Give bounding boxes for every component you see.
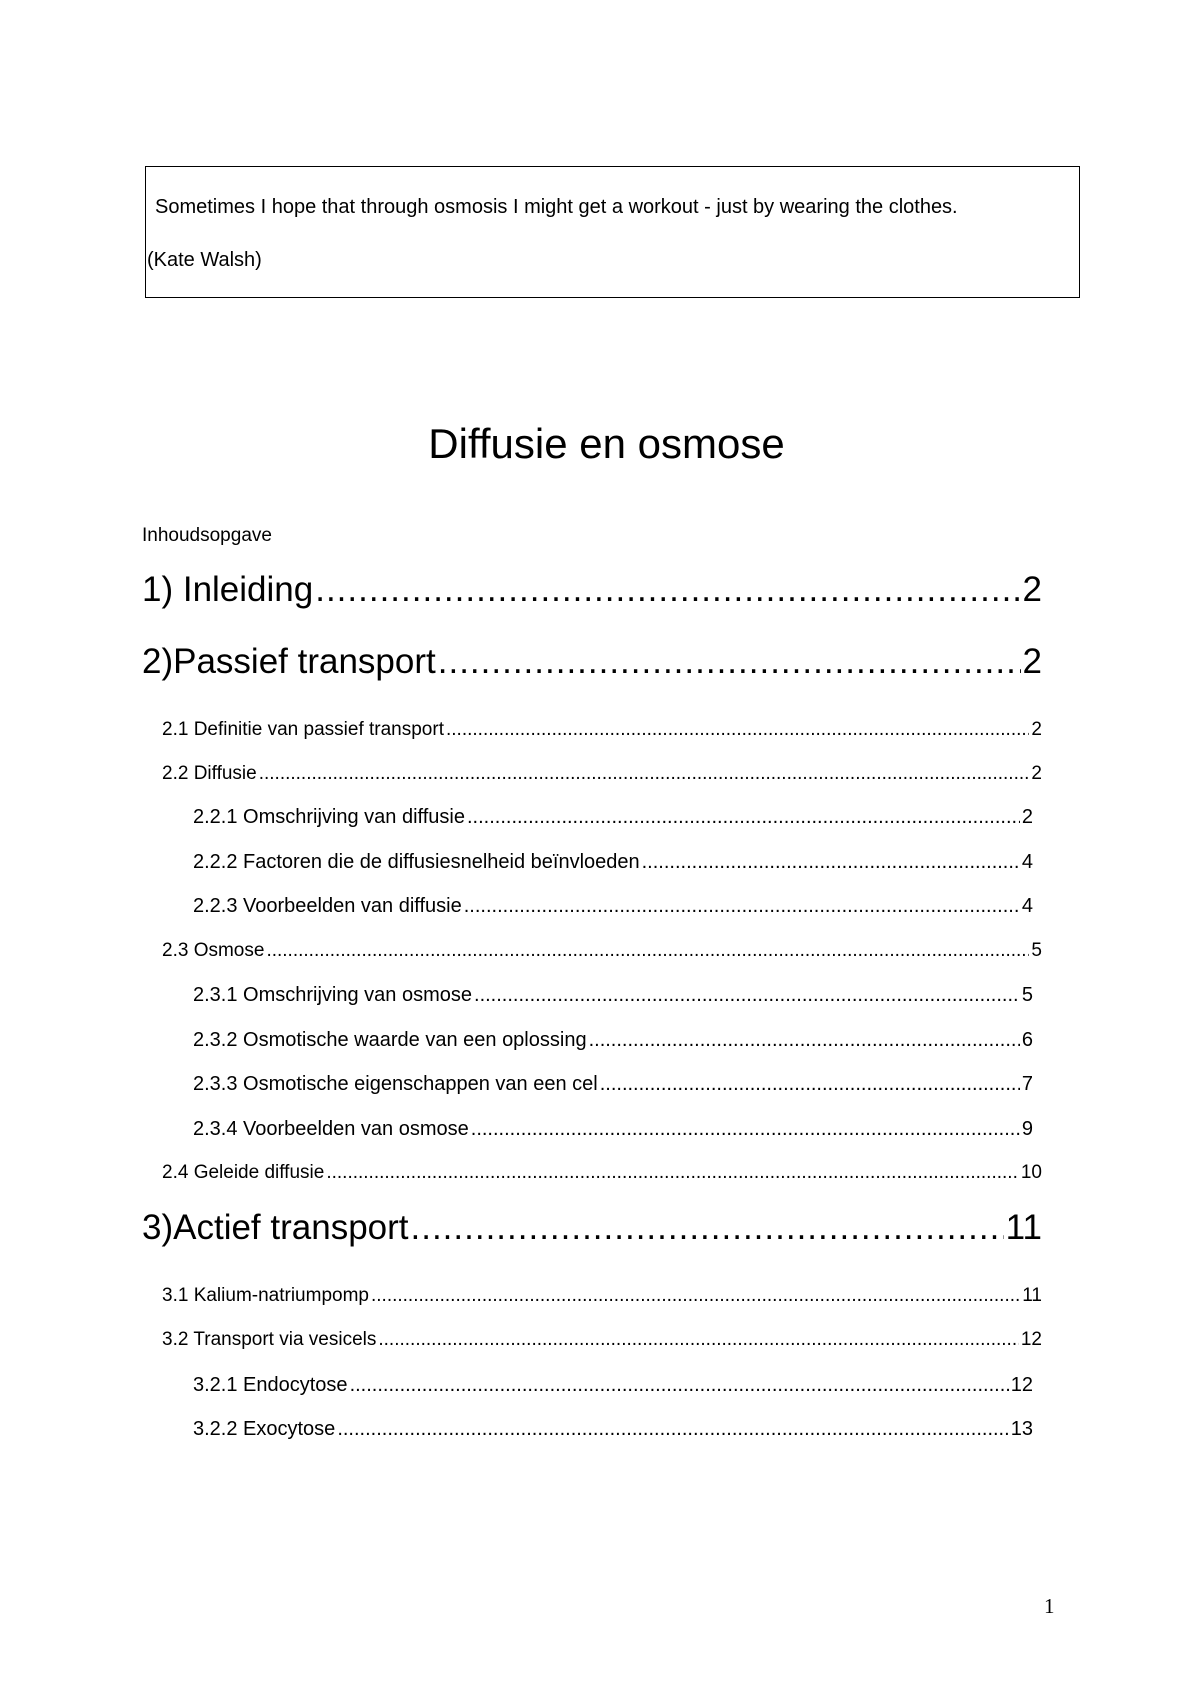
toc-entry-page: 11 — [1022, 1285, 1042, 1306]
toc-entry-page: 4 — [1021, 895, 1033, 917]
toc-heading: Inhoudsopgave — [142, 525, 272, 546]
toc-entry-3-2[interactable] — [162, 1329, 1042, 1351]
toc-entry-page: 2 — [1022, 642, 1042, 681]
toc-entry-page: 5 — [1031, 940, 1042, 961]
toc-leader-dots — [378, 1329, 1018, 1351]
quote-author: (Kate Walsh) — [147, 249, 262, 271]
toc-leader-dots — [589, 1029, 1020, 1052]
toc-leader-dots — [411, 1208, 1004, 1248]
toc-entry-page: 11 — [1005, 1208, 1042, 1247]
toc-entry-label: 3.1 Kalium-natriumpomp — [162, 1285, 369, 1306]
toc-leader-dots — [467, 806, 1020, 829]
toc-entry-2-2-1[interactable] — [193, 806, 1033, 829]
toc-entry-page: 2 — [1022, 570, 1042, 609]
toc-entry-2-3-2[interactable] — [193, 1029, 1033, 1052]
toc-entry-label: 1) Inleiding — [142, 570, 314, 609]
toc-entry-page: 7 — [1021, 1073, 1033, 1095]
toc-leader-dots — [642, 851, 1020, 874]
toc-entry-2-2-2[interactable] — [193, 851, 1033, 874]
toc-entry-page: 10 — [1020, 1162, 1042, 1183]
toc-entry-2-2-3[interactable] — [193, 895, 1033, 918]
toc-leader-dots — [464, 895, 1020, 918]
toc-entry-label: 2.2.3 Voorbeelden van diffusie — [193, 895, 462, 917]
toc-entry-label: 2)Passief transport — [142, 642, 436, 681]
toc-entry-label: 3.2 Transport via vesicels — [162, 1329, 377, 1350]
toc-entry-label: 2.3.4 Voorbeelden van osmose — [193, 1118, 469, 1140]
toc-entry-label: 3)Actief transport — [142, 1208, 409, 1247]
toc-entry-inleiding[interactable] — [142, 570, 1042, 610]
toc-entry-3-2-1[interactable] — [193, 1374, 1033, 1397]
toc-entry-label: 2.1 Definitie van passief transport — [162, 719, 444, 740]
toc-entry-actief-transport[interactable] — [142, 1208, 1042, 1248]
toc-entry-3-1[interactable] — [162, 1285, 1042, 1307]
toc-entry-label: 3.2.1 Endocytose — [193, 1374, 348, 1396]
toc-leader-dots — [474, 984, 1020, 1007]
toc-entry-label: 2.3 Osmose — [162, 940, 265, 961]
toc-leader-dots — [315, 570, 1020, 610]
toc-entry-page: 4 — [1021, 851, 1033, 873]
toc-entry-page: 13 — [1010, 1418, 1033, 1440]
toc-entry-passief-transport[interactable] — [142, 642, 1042, 682]
toc-leader-dots — [371, 1285, 1020, 1307]
toc-entry-page: 2 — [1031, 719, 1042, 740]
toc-entry-2-4[interactable] — [162, 1162, 1042, 1184]
toc-entry-label: 2.2.2 Factoren die de diffusiesnelheid beïnvloeden — [193, 851, 640, 873]
toc-entry-label: 2.2.1 Omschrijving van diffusie — [193, 806, 465, 828]
toc-entry-3-2-2[interactable] — [193, 1418, 1033, 1441]
toc-entry-2-3-4[interactable] — [193, 1118, 1033, 1141]
toc-entry-2-3[interactable] — [162, 940, 1042, 962]
toc-leader-dots — [438, 642, 1021, 682]
quote-box — [145, 166, 1080, 298]
toc-entry-page: 2 — [1021, 806, 1033, 828]
toc-entry-page: 12 — [1020, 1329, 1042, 1350]
toc-entry-page: 5 — [1021, 984, 1033, 1006]
toc-entry-label: 3.2.2 Exocytose — [193, 1418, 336, 1440]
toc-entry-page: 2 — [1031, 763, 1042, 784]
toc-entry-label: 2.3.1 Omschrijving van osmose — [193, 984, 473, 1006]
toc-leader-dots — [337, 1418, 1008, 1441]
toc-entry-2-3-3[interactable] — [193, 1073, 1033, 1096]
toc-entry-label: 2.2 Diffusie — [162, 763, 257, 784]
toc-entry-label: 2.4 Geleide diffusie — [162, 1162, 325, 1183]
page-number: 1 — [1044, 1594, 1055, 1618]
toc-entry-label: 2.3.2 Osmotische waarde van een oplossing — [193, 1029, 587, 1051]
toc-leader-dots — [446, 719, 1029, 741]
toc-entry-page: 12 — [1010, 1374, 1033, 1396]
toc-leader-dots — [600, 1073, 1020, 1096]
toc-leader-dots — [259, 763, 1030, 785]
toc-leader-dots — [471, 1118, 1020, 1141]
toc-entry-page: 9 — [1021, 1118, 1033, 1140]
toc-leader-dots — [266, 940, 1029, 962]
toc-entry-2-1[interactable] — [162, 719, 1042, 741]
toc-leader-dots — [350, 1374, 1009, 1397]
document-title: Diffusie en osmose — [428, 420, 785, 467]
toc-entry-label: 2.3.3 Osmotische eigenschappen van een cel — [193, 1073, 598, 1095]
quote-text: Sometimes I hope that through osmosis I might get a workout - just by wearing the clothes. — [155, 196, 958, 218]
toc-leader-dots — [326, 1162, 1019, 1184]
toc-entry-page: 6 — [1021, 1029, 1033, 1051]
toc-entry-2-3-1[interactable] — [193, 984, 1033, 1007]
toc-entry-2-2[interactable] — [162, 763, 1042, 785]
